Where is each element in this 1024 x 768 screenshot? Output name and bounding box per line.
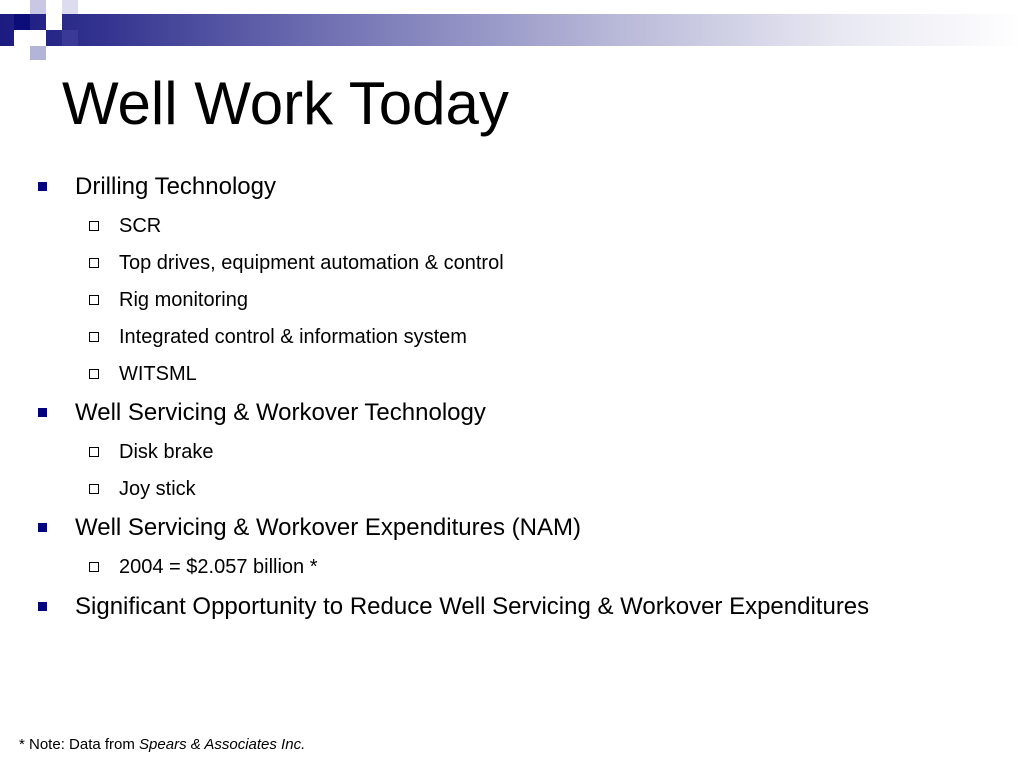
square-bullet-icon [38, 182, 47, 191]
hollow-square-bullet-icon [89, 447, 99, 457]
square-bullet-icon [38, 523, 47, 532]
bullet-item: Well Servicing & Workover Expenditures (NAM) [75, 514, 581, 541]
hollow-square-bullet-icon [89, 221, 99, 231]
square-bullet-icon [38, 408, 47, 417]
decor-square [30, 46, 46, 60]
hollow-square-bullet-icon [89, 369, 99, 379]
slide-title: Well Work Today [62, 70, 509, 137]
footnote-prefix: * Note: Data from [19, 736, 140, 753]
hollow-square-bullet-icon [89, 332, 99, 342]
bullet-item: Significant Opportunity to Reduce Well Servicing & Workover Expenditures [75, 593, 870, 620]
hollow-square-bullet-icon [89, 484, 99, 494]
decor-square [30, 30, 46, 46]
hollow-square-bullet-icon [89, 295, 99, 305]
sub-bullet-item: WITSML [119, 362, 197, 385]
sub-bullet-item: Integrated control & information system [119, 325, 467, 348]
sub-bullet-item: Rig monitoring [119, 288, 248, 311]
decor-square [0, 0, 14, 14]
decor-square [14, 30, 30, 46]
bullet-item: Drilling Technology [75, 173, 276, 200]
sub-bullet-item: Disk brake [119, 440, 214, 463]
decor-square [14, 14, 30, 30]
sub-bullet-item: 2004 = $2.057 billion * [119, 555, 318, 578]
decor-square [46, 0, 62, 14]
sub-bullet-item: SCR [119, 214, 162, 237]
header-gradient-band [0, 14, 1024, 46]
footnote [19, 735, 305, 755]
sub-bullet-item: Joy stick [119, 477, 196, 500]
decor-square [62, 0, 78, 14]
bullet-item: Well Servicing & Workover Technology [75, 399, 486, 426]
square-bullet-icon [38, 602, 47, 611]
decor-square [46, 14, 62, 30]
decor-square [30, 0, 46, 14]
footnote-source: Spears & Associates Inc. [139, 736, 306, 753]
hollow-square-bullet-icon [89, 258, 99, 268]
sub-bullet-item: Top drives, equipment automation & control [119, 251, 504, 274]
hollow-square-bullet-icon [89, 562, 99, 572]
decor-square [62, 30, 78, 46]
